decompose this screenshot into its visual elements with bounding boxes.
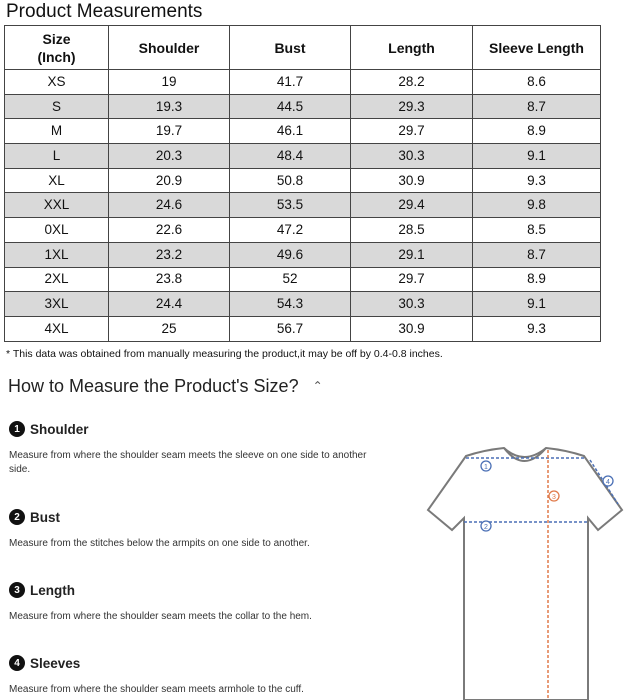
cell-sleeve: 8.7: [473, 94, 601, 119]
cell-bust: 52: [230, 267, 351, 292]
cell-sleeve: 8.9: [473, 267, 601, 292]
cell-length: 29.1: [351, 242, 473, 267]
cell-size: XL: [5, 168, 109, 193]
header-size: Size (Inch): [5, 26, 109, 70]
table-row: [5, 316, 601, 341]
cell-length: 28.5: [351, 218, 473, 243]
page-title: Product Measurements: [6, 1, 203, 22]
cell-length: 29.7: [351, 119, 473, 144]
cell-shoulder: 25: [109, 316, 230, 341]
cell-length: 29.7: [351, 267, 473, 292]
cell-shoulder: 20.3: [109, 144, 230, 169]
table-row: [5, 94, 601, 119]
cell-shoulder: 19: [109, 70, 230, 95]
marker-3: [549, 491, 559, 501]
cell-bust: 53.5: [230, 193, 351, 218]
cell-length: 30.3: [351, 144, 473, 169]
cell-shoulder: 19.3: [109, 94, 230, 119]
step-description: Measure from where the shoulder seam meets armhole to the cuff.: [9, 684, 304, 695]
cell-length: 29.3: [351, 94, 473, 119]
cell-sleeve: 8.6: [473, 70, 601, 95]
tshirt-diagram: [424, 444, 624, 700]
cell-length: 30.9: [351, 316, 473, 341]
step-number-badge: 4: [9, 655, 25, 671]
cell-size: XS: [5, 70, 109, 95]
cell-bust: 44.5: [230, 94, 351, 119]
cell-shoulder: 23.8: [109, 267, 230, 292]
step-description: Measure from the stitches below the armpits on one side to another.: [9, 538, 310, 549]
cell-size: L: [5, 144, 109, 169]
svg-text:4: 4: [606, 479, 610, 486]
cell-size: 4XL: [5, 316, 109, 341]
cell-sleeve: 8.9: [473, 119, 601, 144]
cell-bust: 41.7: [230, 70, 351, 95]
table-header-row: [5, 26, 601, 70]
table-row: [5, 119, 601, 144]
marker-2: [481, 521, 491, 531]
table-row: [5, 292, 601, 317]
cell-sleeve: 9.3: [473, 316, 601, 341]
table-row: [5, 267, 601, 292]
cell-size: 1XL: [5, 242, 109, 267]
cell-bust: 48.4: [230, 144, 351, 169]
table-row: [5, 168, 601, 193]
step-title: Shoulder: [30, 421, 89, 437]
step-length: [9, 582, 369, 624]
header-bust: Bust: [230, 26, 351, 70]
cell-sleeve: 9.1: [473, 144, 601, 169]
header-sleeve-length: Sleeve Length: [473, 26, 601, 70]
step-description: Measure from where the shoulder seam meets the sleeve on one side to another side.: [9, 450, 367, 475]
cell-shoulder: 19.7: [109, 119, 230, 144]
svg-text:1: 1: [484, 464, 488, 471]
cell-bust: 49.6: [230, 242, 351, 267]
cell-size: 3XL: [5, 292, 109, 317]
step-sleeves: [9, 655, 369, 697]
marker-4: [603, 476, 613, 486]
step-shoulder: [9, 421, 369, 477]
table-row: [5, 144, 601, 169]
cell-length: 30.3: [351, 292, 473, 317]
cell-sleeve: 9.1: [473, 292, 601, 317]
header-length: Length: [351, 26, 473, 70]
cell-length: 29.4: [351, 193, 473, 218]
cell-size: S: [5, 94, 109, 119]
how-to-measure-title: How to Measure the Product's Size?: [8, 376, 299, 396]
step-description: Measure from where the shoulder seam meets the collar to the hem.: [9, 611, 312, 622]
chevron-up-icon[interactable]: ⌃: [312, 378, 323, 393]
table-row: [5, 218, 601, 243]
cell-size: 2XL: [5, 267, 109, 292]
cell-sleeve: 8.5: [473, 218, 601, 243]
header-shoulder: Shoulder: [109, 26, 230, 70]
step-number-badge: 2: [9, 509, 25, 525]
cell-bust: 46.1: [230, 119, 351, 144]
step-title: Bust: [30, 509, 60, 525]
cell-size: XXL: [5, 193, 109, 218]
cell-bust: 54.3: [230, 292, 351, 317]
step-title: Sleeves: [30, 655, 81, 671]
cell-shoulder: 23.2: [109, 242, 230, 267]
cell-size: M: [5, 119, 109, 144]
table-row: [5, 242, 601, 267]
cell-length: 28.2: [351, 70, 473, 95]
step-number-badge: 3: [9, 582, 25, 598]
table-row: [5, 70, 601, 95]
how-to-measure-heading[interactable]: [8, 376, 323, 397]
cell-size: 0XL: [5, 218, 109, 243]
cell-shoulder: 20.9: [109, 168, 230, 193]
cell-sleeve: 8.7: [473, 242, 601, 267]
measurement-footnote: * This data was obtained from manually measuring the product,it may be off by 0.4-0.8 inches.: [6, 348, 443, 360]
table-row: [5, 193, 601, 218]
cell-length: 30.9: [351, 168, 473, 193]
cell-sleeve: 9.3: [473, 168, 601, 193]
cell-bust: 56.7: [230, 316, 351, 341]
cell-shoulder: 22.6: [109, 218, 230, 243]
cell-shoulder: 24.4: [109, 292, 230, 317]
cell-sleeve: 9.8: [473, 193, 601, 218]
cell-shoulder: 24.6: [109, 193, 230, 218]
step-title: Length: [30, 582, 75, 598]
step-number-badge: 1: [9, 421, 25, 437]
cell-bust: 50.8: [230, 168, 351, 193]
marker-1: [481, 461, 491, 471]
cell-bust: 47.2: [230, 218, 351, 243]
svg-text:3: 3: [552, 494, 556, 501]
step-bust: [9, 509, 369, 551]
size-chart-table: [4, 25, 601, 342]
svg-text:2: 2: [484, 524, 488, 531]
tshirt-outline: [428, 448, 622, 700]
